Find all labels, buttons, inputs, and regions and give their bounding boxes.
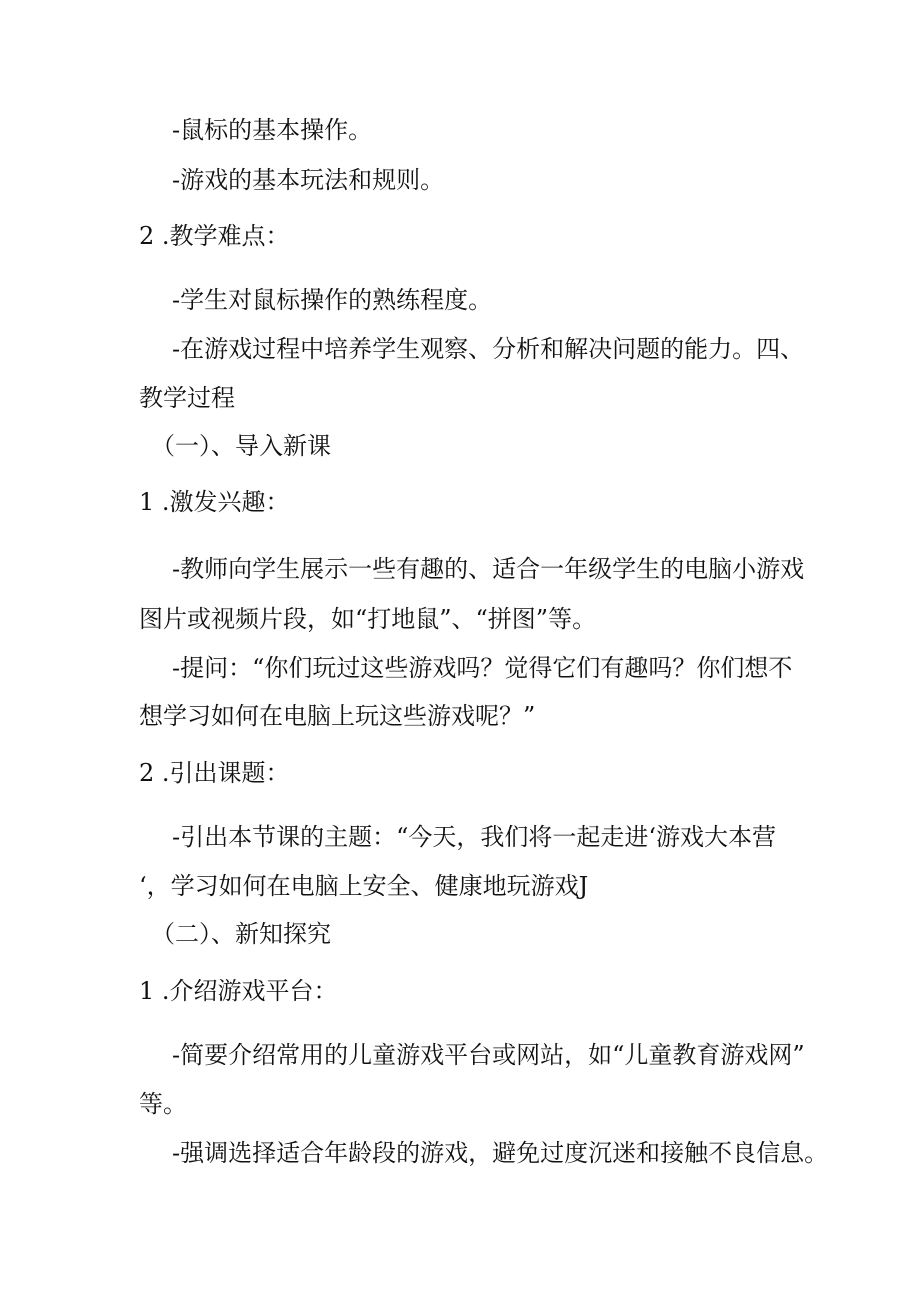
text-line-lesson-theme-cont: ‘，学习如何在电脑上安全、健康地玩游戏J [139,872,589,900]
text-line-age-appropriate: -强调选择适合年龄段的游戏，避免过度沉迷和接触不良信息。 [172,1139,829,1167]
heading-introduce-topic: 2 .引出课题： [139,759,290,787]
text-line-platform-intro: -简要介绍常用的儿童游戏平台或网站，如“儿童教育游戏网” [172,1041,805,1069]
text-line-problem-solving: -在游戏过程中培养学生观察、分析和解决问题的能力。四、 [172,335,805,363]
heading-teaching-difficulty: 2 .教学难点： [139,222,290,250]
text-line-lesson-theme: -引出本节课的主题：“今天，我们将一起走进‘游戏大本营 [172,823,777,851]
text-line-mouse-basics: -鼠标的基本操作。 [172,116,373,144]
heading-spark-interest: 1 .激发兴趣： [139,488,290,516]
section-heading-explore: （二）、新知探究 [151,920,331,948]
text-line-question: -提问：“你们玩过这些游戏吗？觉得它们有趣吗？你们想不 [172,654,793,682]
text-line-question-cont: 想学习如何在电脑上玩这些游戏呢？” [139,702,536,730]
heading-game-platform: 1 .介绍游戏平台： [139,977,338,1005]
heading-teaching-process: 教学过程 [139,384,235,412]
text-line-teacher-shows-cont: 图片或视频片段，如“打地鼠”、“拼图”等。 [139,605,597,633]
text-line-platform-intro-cont: 等。 [139,1090,187,1118]
section-heading-intro: （一）、导入新课 [151,432,331,460]
text-line-mouse-proficiency: -学生对鼠标操作的熟练程度。 [172,286,493,314]
text-line-game-rules: -游戏的基本玩法和规则。 [172,166,445,194]
text-line-teacher-shows: -教师向学生展示一些有趣的、适合一年级学生的电脑小游戏 [172,555,805,583]
